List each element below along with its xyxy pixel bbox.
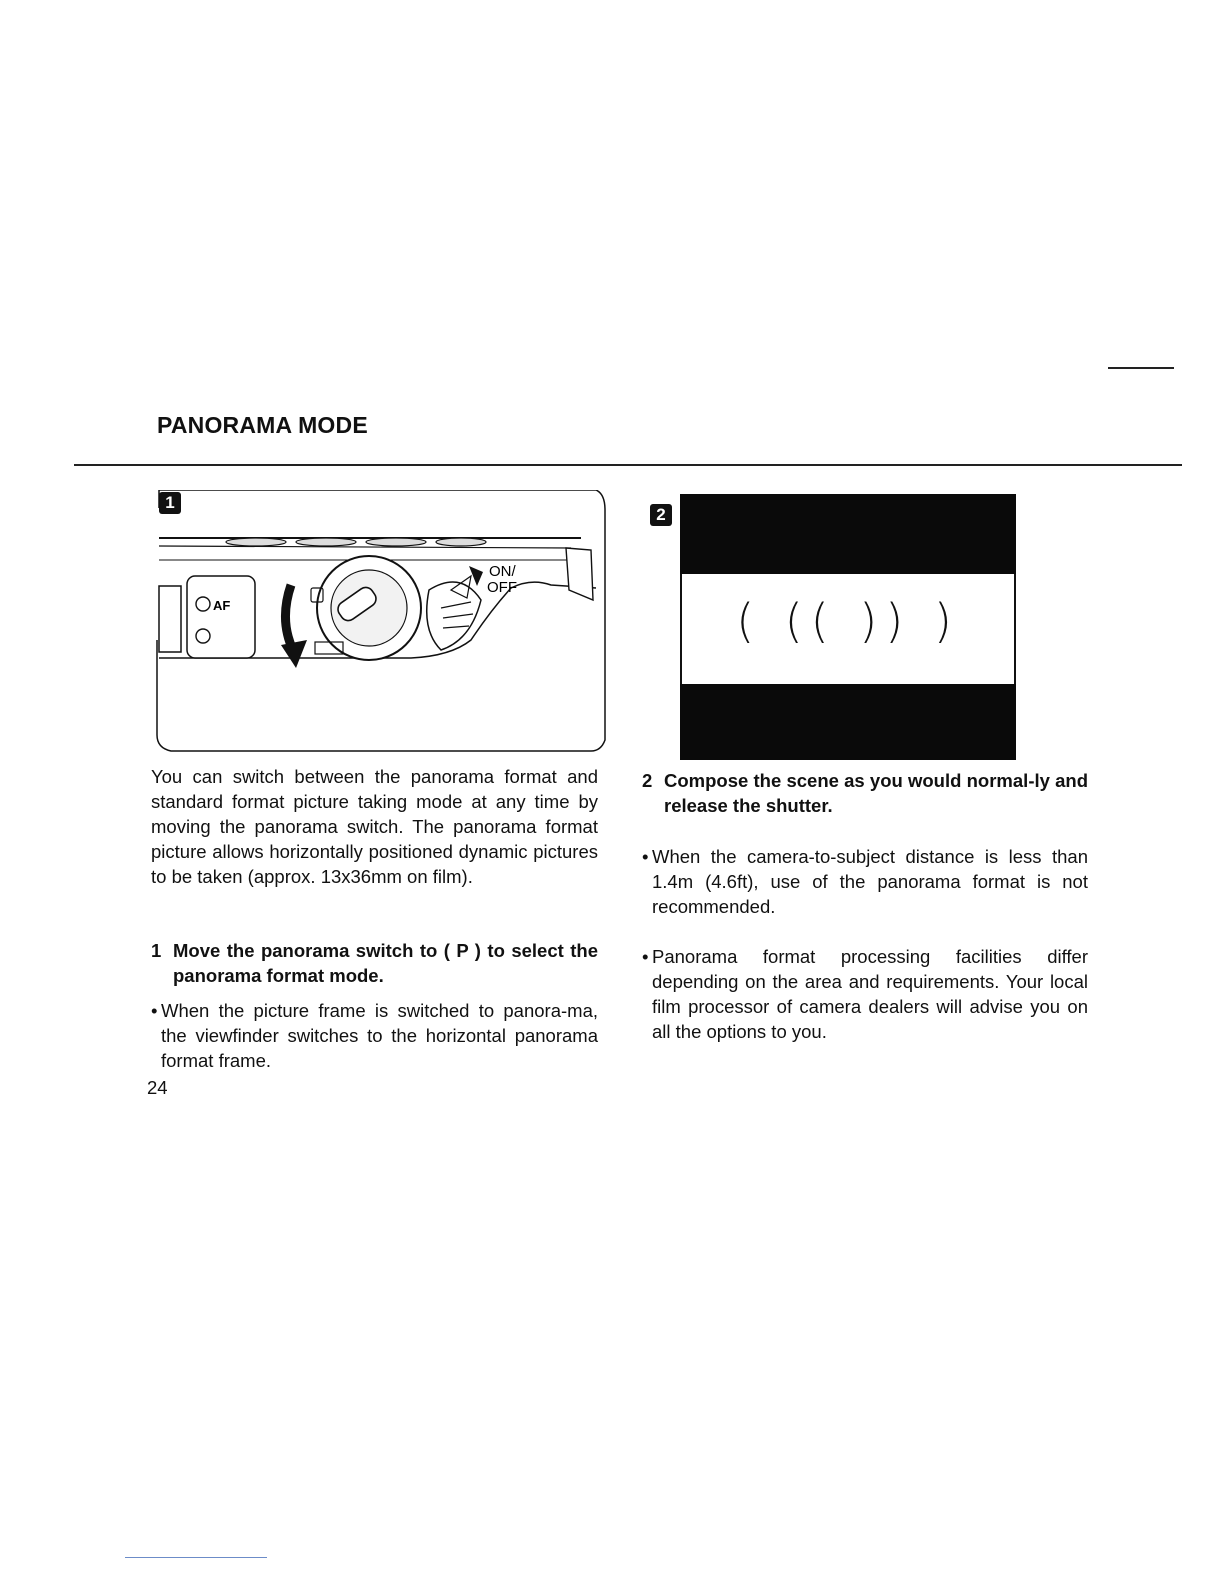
viewfinder-panorama-frame (680, 574, 1016, 684)
top-right-dash (1108, 367, 1174, 369)
camera-switch-illustration (151, 490, 606, 752)
off-label: OFF (487, 579, 517, 596)
bullet-dot: • (151, 1000, 158, 1021)
step-2-bullet-1 (642, 844, 1088, 919)
page-number: 24 (147, 1077, 168, 1098)
step-1-bullet (151, 998, 598, 1073)
step-1-number: 1 (151, 940, 162, 961)
viewfinder-illustration (650, 494, 1020, 760)
af-label: AF (213, 598, 231, 613)
step-2-bullet-1-text: When the camera-to-subject distance is less than 1.4m (4.6ft), use of the panorama format is not recommended. (652, 846, 1088, 917)
viewfinder-top-mask (680, 494, 1016, 574)
step-2-text: Compose the scene as you would normal-ly and release the shutter. (664, 770, 1088, 816)
viewfinder-bottom-mask (680, 684, 1016, 760)
step-1-text: Move the panorama switch to ( P ) to select the panorama format mode. (173, 940, 598, 986)
on-label: ON/ (489, 563, 516, 580)
intro-paragraph: You can switch between the panorama format and standard format picture taking mode at any time by moving the panorama switch. The panorama format picture allows horizontally positioned dynamic pictures to be taken (approx. 13x36mm on film). (151, 766, 598, 887)
camera-top-drawing (151, 490, 606, 752)
bullet-dot: • (642, 846, 649, 867)
step-2-bullet-2 (642, 944, 1088, 1044)
bullet-dot: • (642, 946, 649, 967)
step-1 (151, 938, 598, 988)
step-2 (642, 768, 1088, 818)
title-rule (74, 464, 1182, 466)
step-2-number: 2 (642, 770, 653, 791)
page-title: PANORAMA MODE (157, 412, 368, 438)
figure-1-badge: 1 (159, 492, 181, 514)
step-2-bullet-2-text: Panorama format processing facilities differ depending on the area and requirements. Your local film processor of camera dealers will advise you on all the options to you. (652, 946, 1088, 1042)
figure-2-badge: 2 (650, 504, 672, 526)
bottom-dash (125, 1557, 267, 1558)
step-1-bullet-text: When the picture frame is switched to panora-ma, the viewfinder switches to the horizontal panorama format frame. (161, 1000, 598, 1071)
viewfinder-marks: ( (( )) ) (736, 594, 960, 648)
